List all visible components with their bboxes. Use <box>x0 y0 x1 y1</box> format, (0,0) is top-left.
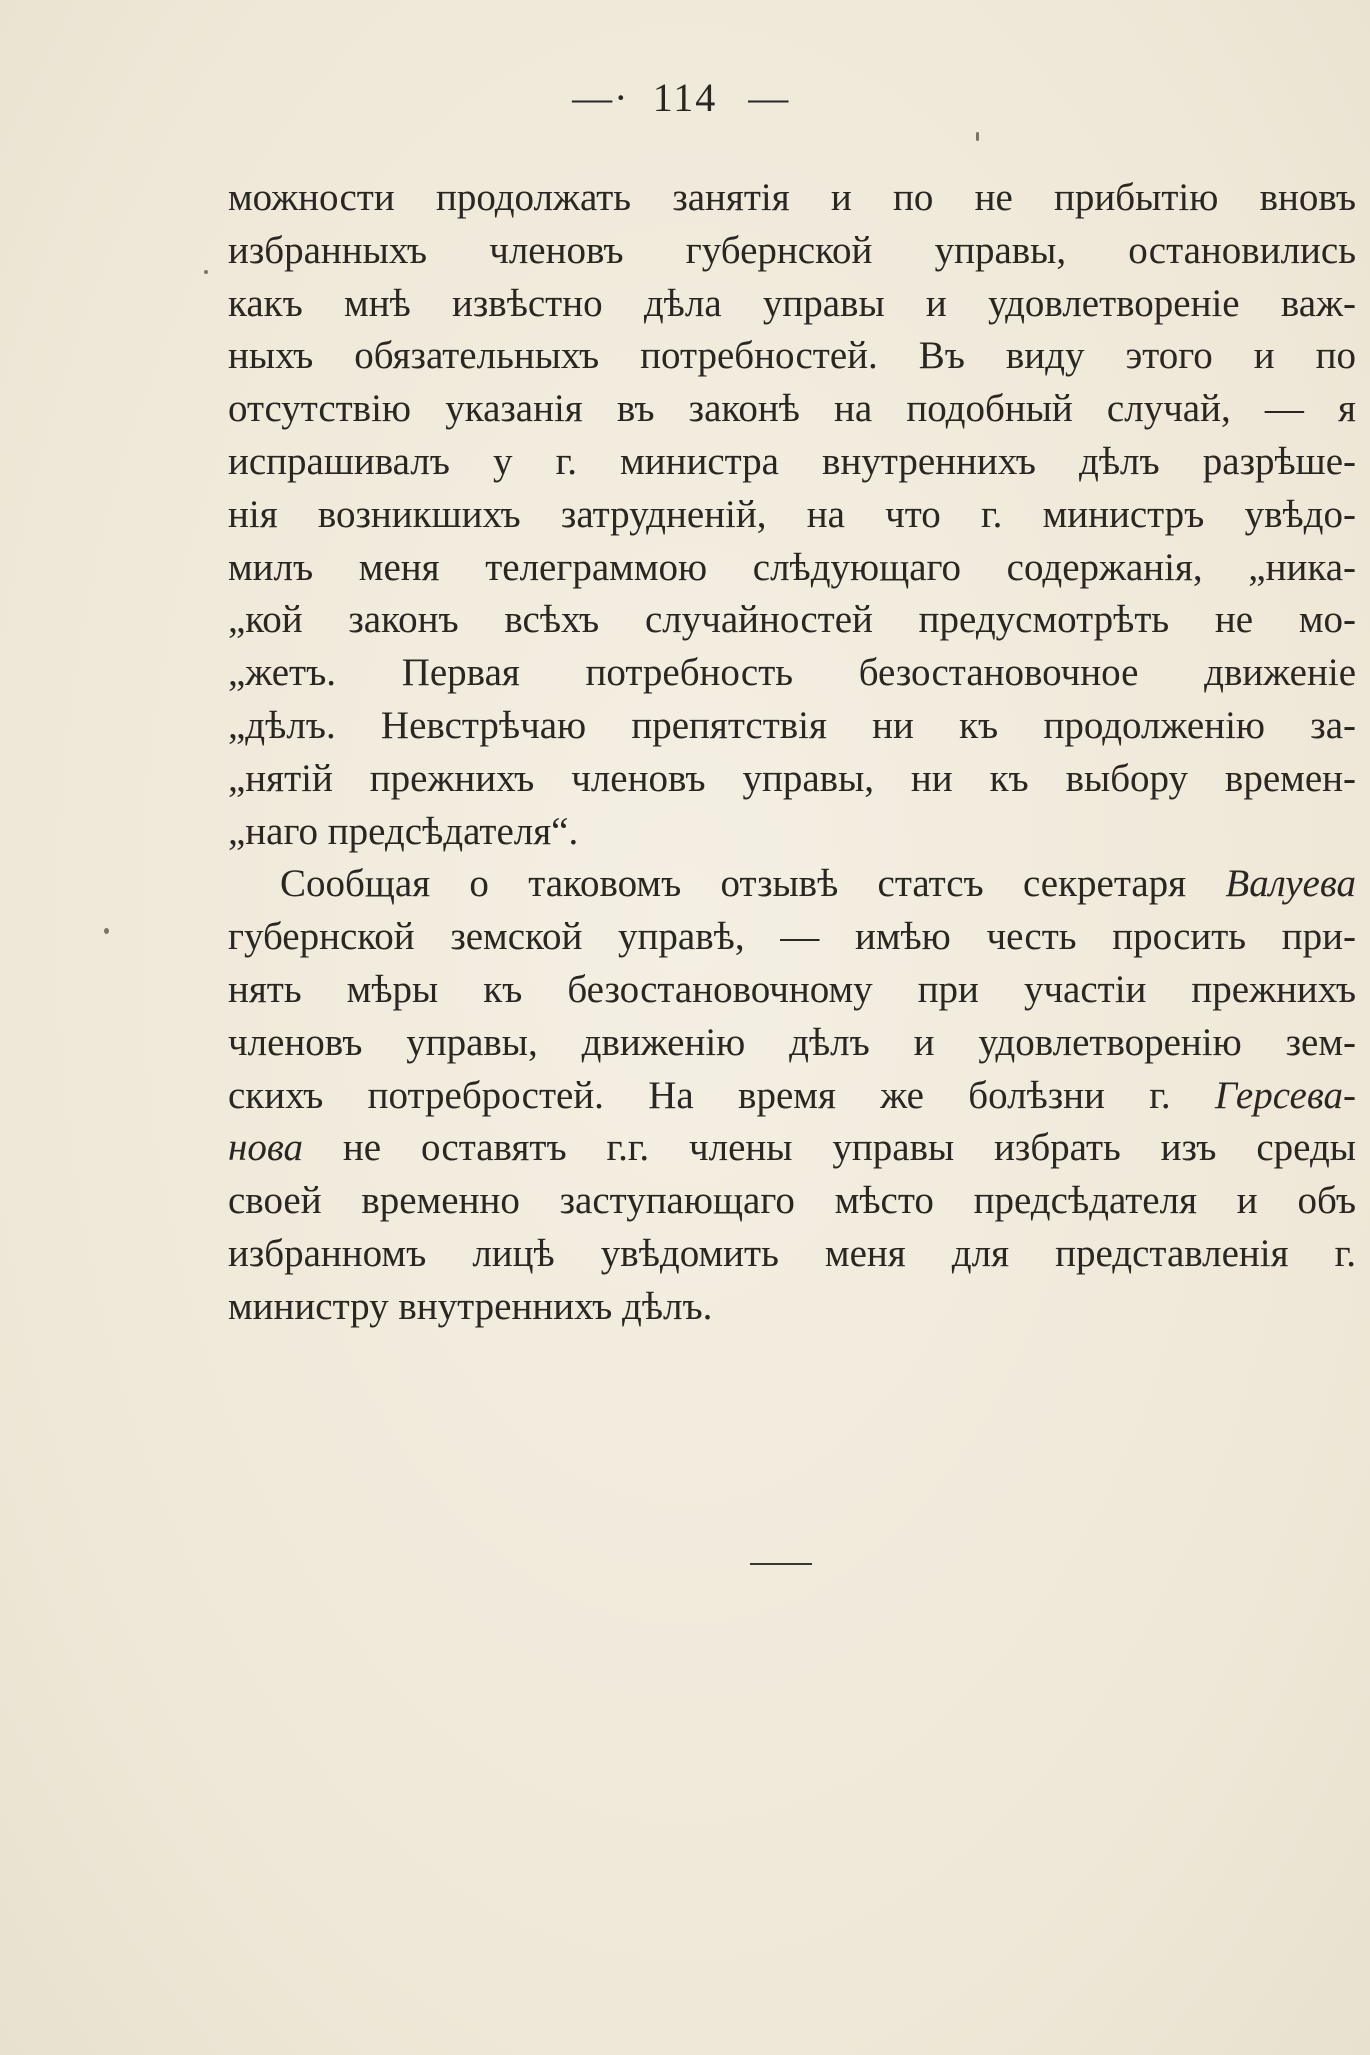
end-divider <box>750 1563 812 1565</box>
text-line: „наго предсѣдателя“. <box>228 809 579 853</box>
text-line <box>228 1122 1356 1175</box>
surname-valuev: Валуева <box>1225 862 1356 906</box>
text-line: членовъ управы, движенію дѣлъ и удовлетворенію зем- <box>228 1020 1356 1064</box>
text-line: ныхъ обязательныхъ потребностей. Въ виду этого и по <box>228 334 1356 378</box>
paper-speck <box>104 928 109 934</box>
text-line: своей временно заступающаго мѣсто предсѣдателя и объ <box>228 1179 1356 1223</box>
text-line: губернской земской управѣ, — имѣю честь просить при- <box>228 915 1356 959</box>
header-dash-left: —· <box>572 75 630 120</box>
surname-gersevanov-cont: нова <box>228 1126 304 1170</box>
paragraph-2 <box>228 858 1356 1333</box>
text-line: избранныхъ членовъ губернской управы, остановились <box>228 228 1356 272</box>
text-line: „нятій прежнихъ членовъ управы, ни къ выбору времен- <box>228 756 1356 800</box>
page-header <box>0 74 1370 121</box>
text-run: Сообщая о таковомъ отзывѣ статсъ секретаря <box>280 862 1226 906</box>
paper-speck <box>204 270 208 274</box>
paragraph-1 <box>228 172 1356 858</box>
text-line: какъ мнѣ извѣстно дѣла управы и удовлетвореніе важ- <box>228 281 1356 325</box>
text-line: нія возникшихъ затрудненій, на что г. министръ увѣдо- <box>228 492 1356 536</box>
text-line: милъ меня телеграммою слѣдующаго содержанія, „ника- <box>228 545 1356 589</box>
text-line: испрашивалъ у г. министра внутреннихъ дѣлъ разрѣше- <box>228 439 1356 483</box>
text-line: избранномъ лицѣ увѣдомить меня для представленія г. <box>228 1231 1356 1275</box>
text-run: скихъ потребростей. На время же болѣзни г. <box>228 1073 1215 1117</box>
header-dash-right: — <box>748 75 791 120</box>
surname-gersevanov: Герсева- <box>1214 1073 1356 1117</box>
text-line: „кой законъ всѣхъ случайностей предусмотрѣть не мо- <box>228 598 1356 642</box>
text-line: „жетъ. Первая потребность безостановочное движеніе <box>228 651 1356 695</box>
letter-text <box>228 172 1356 1334</box>
text-line <box>228 1070 1356 1123</box>
text-line: отсутствію указанія въ законѣ на подобный случай, — я <box>228 387 1356 431</box>
page-number: 114 <box>652 75 718 120</box>
text-line: можности продолжать занятія и по не прибытію вновъ <box>228 176 1356 219</box>
text-line: министру внутреннихъ дѣлъ. <box>228 1284 713 1328</box>
text-line <box>228 858 1356 911</box>
text-line: нять мѣры къ безостановочному при участіи прежнихъ <box>228 967 1356 1011</box>
text-line: „дѣлъ. Невстрѣчаю препятствія ни къ продолженію за- <box>228 703 1356 747</box>
text-run: не оставятъ г.г. члены управы избрать изъ среды <box>303 1126 1356 1170</box>
paper-speck <box>976 132 979 141</box>
